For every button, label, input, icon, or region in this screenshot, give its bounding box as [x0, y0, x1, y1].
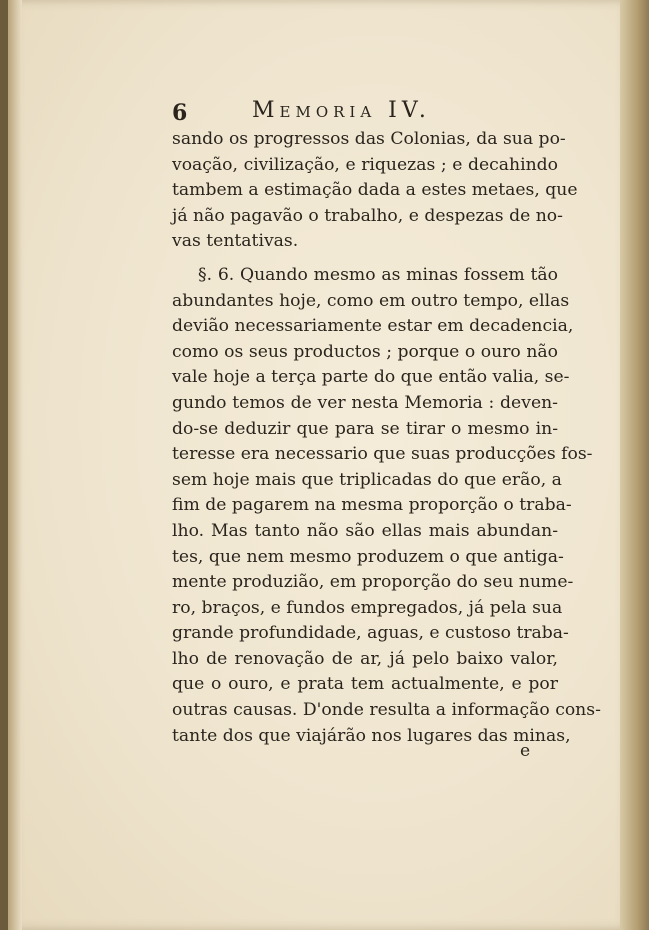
text-line: voação, civilização, e riquezas ; e decahindo	[172, 154, 558, 175]
page-header	[172, 98, 558, 128]
paragraph-1	[172, 127, 578, 255]
text-line: tante dos que viajárão nos lugares das minas,	[172, 725, 571, 746]
text-line: outras causas. D'onde resulta a informação cons-	[172, 700, 601, 721]
text-line: teresse era necessario que suas producções fos-	[172, 444, 593, 465]
text-line: vale hoje a terça parte do que então valia, se-	[172, 367, 570, 388]
text-line: abundantes hoje, como em outro tempo, ellas	[172, 290, 570, 311]
catchword: e	[520, 741, 531, 761]
text-line: ro, braços, e fundos empregados, já pela sua	[172, 597, 563, 618]
text-line: lho de renovação de ar, já pelo baixo valor,	[172, 648, 558, 669]
text-line: já não pagavão o trabalho, e despezas de no-	[172, 205, 563, 226]
text-line: como os seus productos ; porque o ouro não	[172, 341, 558, 362]
paragraph-2	[172, 263, 601, 749]
text-line: que o ouro, e prata tem actualmente, e por	[172, 674, 558, 695]
text-line: sem hoje mais que triplicadas do que erão, a	[172, 469, 562, 490]
text-line: tambem a estimação dada a estes metaes, que	[172, 180, 578, 201]
running-title: Memoria IV.	[252, 98, 431, 123]
text-line: mente produzião, em proporção do seu nume-	[172, 572, 574, 593]
page-gutter	[8, 0, 22, 930]
text-line: lho. Mas tanto não são ellas mais abundan-	[172, 520, 558, 541]
text-line: devião necessariamente estar em decadencia,	[172, 316, 574, 337]
text-line: do-se deduzir que para se tirar o mesmo in-	[172, 418, 558, 439]
text-line: fim de pagarem na mesma proporção o traba-	[172, 495, 572, 516]
text-line: §. 6. Quando mesmo as minas fossem tão	[198, 264, 558, 285]
paragraph-gap	[172, 255, 558, 263]
text-line: tes, que nem mesmo produzem o que antiga-	[172, 546, 564, 567]
body-text	[172, 127, 601, 749]
text-line: vas tentativas.	[172, 231, 299, 252]
text-line: sando os progressos das Colonias, da sua po-	[172, 129, 566, 149]
page-fore-edge	[620, 0, 649, 930]
text-line: grande profundidade, aguas, e custoso traba-	[172, 623, 569, 644]
page-number: 6	[172, 100, 188, 126]
text-line: gundo temos de ver nesta Memoria : deven-	[172, 392, 558, 413]
